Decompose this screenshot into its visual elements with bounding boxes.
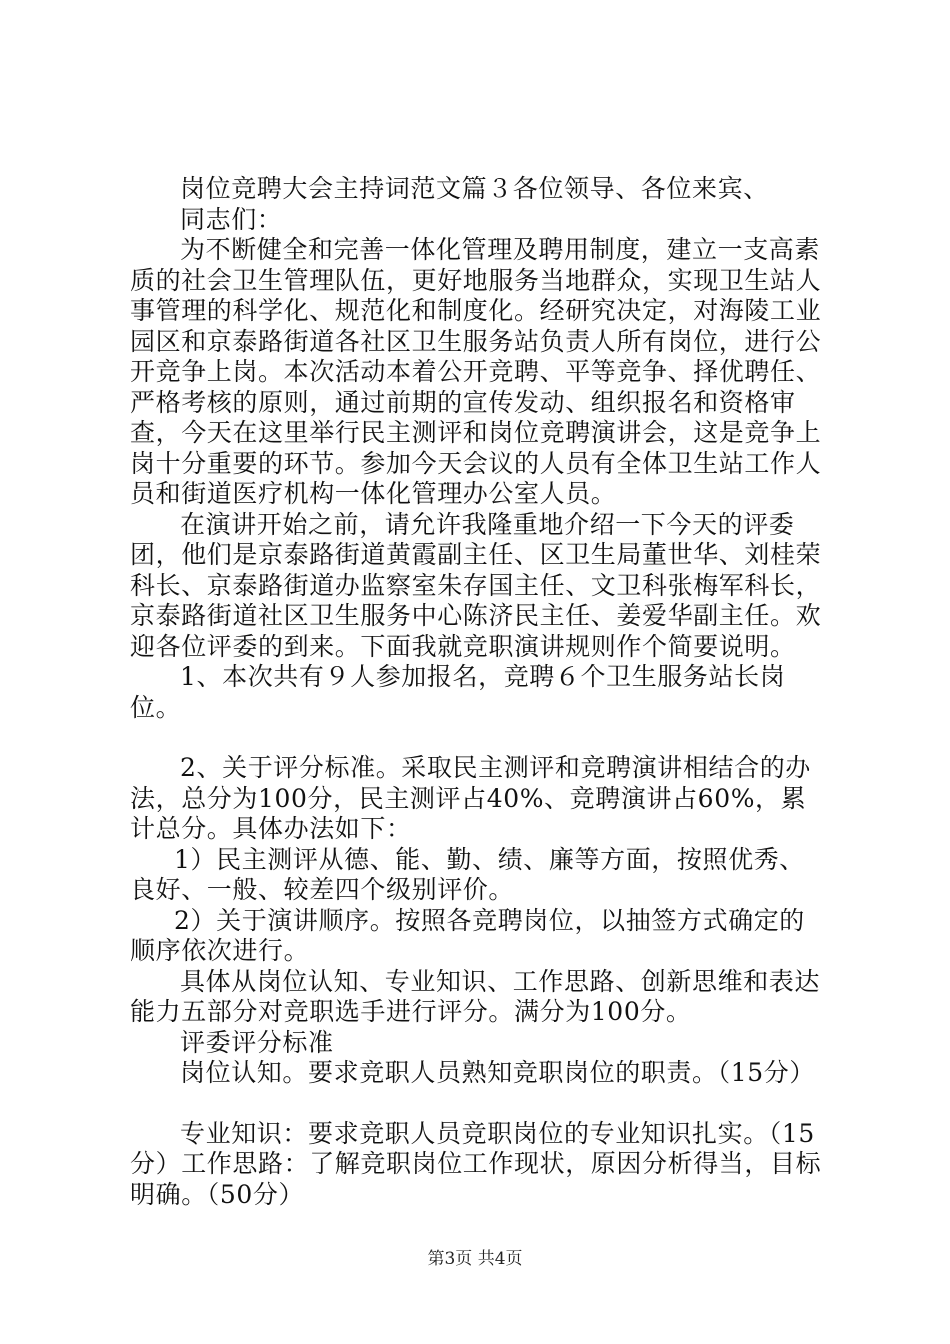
paragraph-criteria-heading: 评委评分标准	[180, 1027, 334, 1057]
paragraph-rule-2-2: 2）关于演讲顺序。按照各竞聘岗位，以抽签方式确定的顺序依次进行。	[130, 905, 805, 965]
paragraph-salutation: 同志们：	[180, 204, 283, 234]
blank-line	[130, 723, 830, 753]
paragraph-rule-2: 2、关于评分标准。采取民主测评和竞聘演讲相结合的办法，总分为100分，民主测评占40%、竞聘演讲占60%，累计总分。具体办法如下：	[130, 753, 811, 843]
paragraph-judges: 在演讲开始之前，请允许我隆重地介绍一下今天的评委团，他们是京泰路街道黄霞副主任、区卫生局董世华、刘桂荣科长、京泰路街道办监察室朱存国主任、文卫科张梅军科长，京泰路街道社区卫生服务中心陈济民主任、姜爱华副主任。欢迎各位评委的到来。下面我就竞职演讲规则作个简要说明。	[130, 509, 822, 661]
paragraph-title: 岗位竞聘大会主持词范文篇３各位领导、各位来宾、	[180, 174, 769, 203]
paragraph-scoring: 具体从岗位认知、专业知识、工作思路、创新思维和表达能力五部分对竞职选手进行评分。满分为100分。	[130, 966, 821, 1026]
blank-line	[130, 1089, 830, 1119]
paragraph-rule-1: 1、本次共有９人参加报名，竞聘６个卫生服务站长岗位。	[130, 662, 786, 722]
document-body	[130, 174, 830, 1210]
paragraph-rule-2-1: 1）民主测评从德、能、勤、绩、廉等方面，按照优秀、良好、一般、较差四个级别评价。	[130, 844, 805, 904]
paragraph-intro: 为不断健全和完善一体化管理及聘用制度，建立一支高素质的社会卫生管理队伍，更好地服务当地群众，实现卫生站人事管理的科学化、规范化和制度化。经研究决定，对海陵工业园区和京泰路街道各社区卫生服务站负责人所有岗位，进行公开竞争上岗。本次活动本着公开竞聘、平等竞争、择优聘任、严格考核的原则，通过前期的宣传发动、组织报名和资格审查，今天在这里举行民主测评和岗位竞聘演讲会，这是竞争上岗十分重要的环节。参加今天会议的人员有全体卫生站工作人员和街道医疗机构一体化管理办公室人员。	[130, 235, 822, 508]
page-footer: 第3页 共4页	[427, 1249, 523, 1269]
paragraph-criteria-2: 专业知识：要求竞职人员竞职岗位的专业知识扎实。（15分）工作思路：了解竞职岗位工作现状，原因分析得当，目标明确。（50分）	[130, 1118, 822, 1209]
paragraph-criteria-1: 岗位认知。要求竞职人员熟知竞职岗位的职责。（15分）	[180, 1058, 815, 1087]
